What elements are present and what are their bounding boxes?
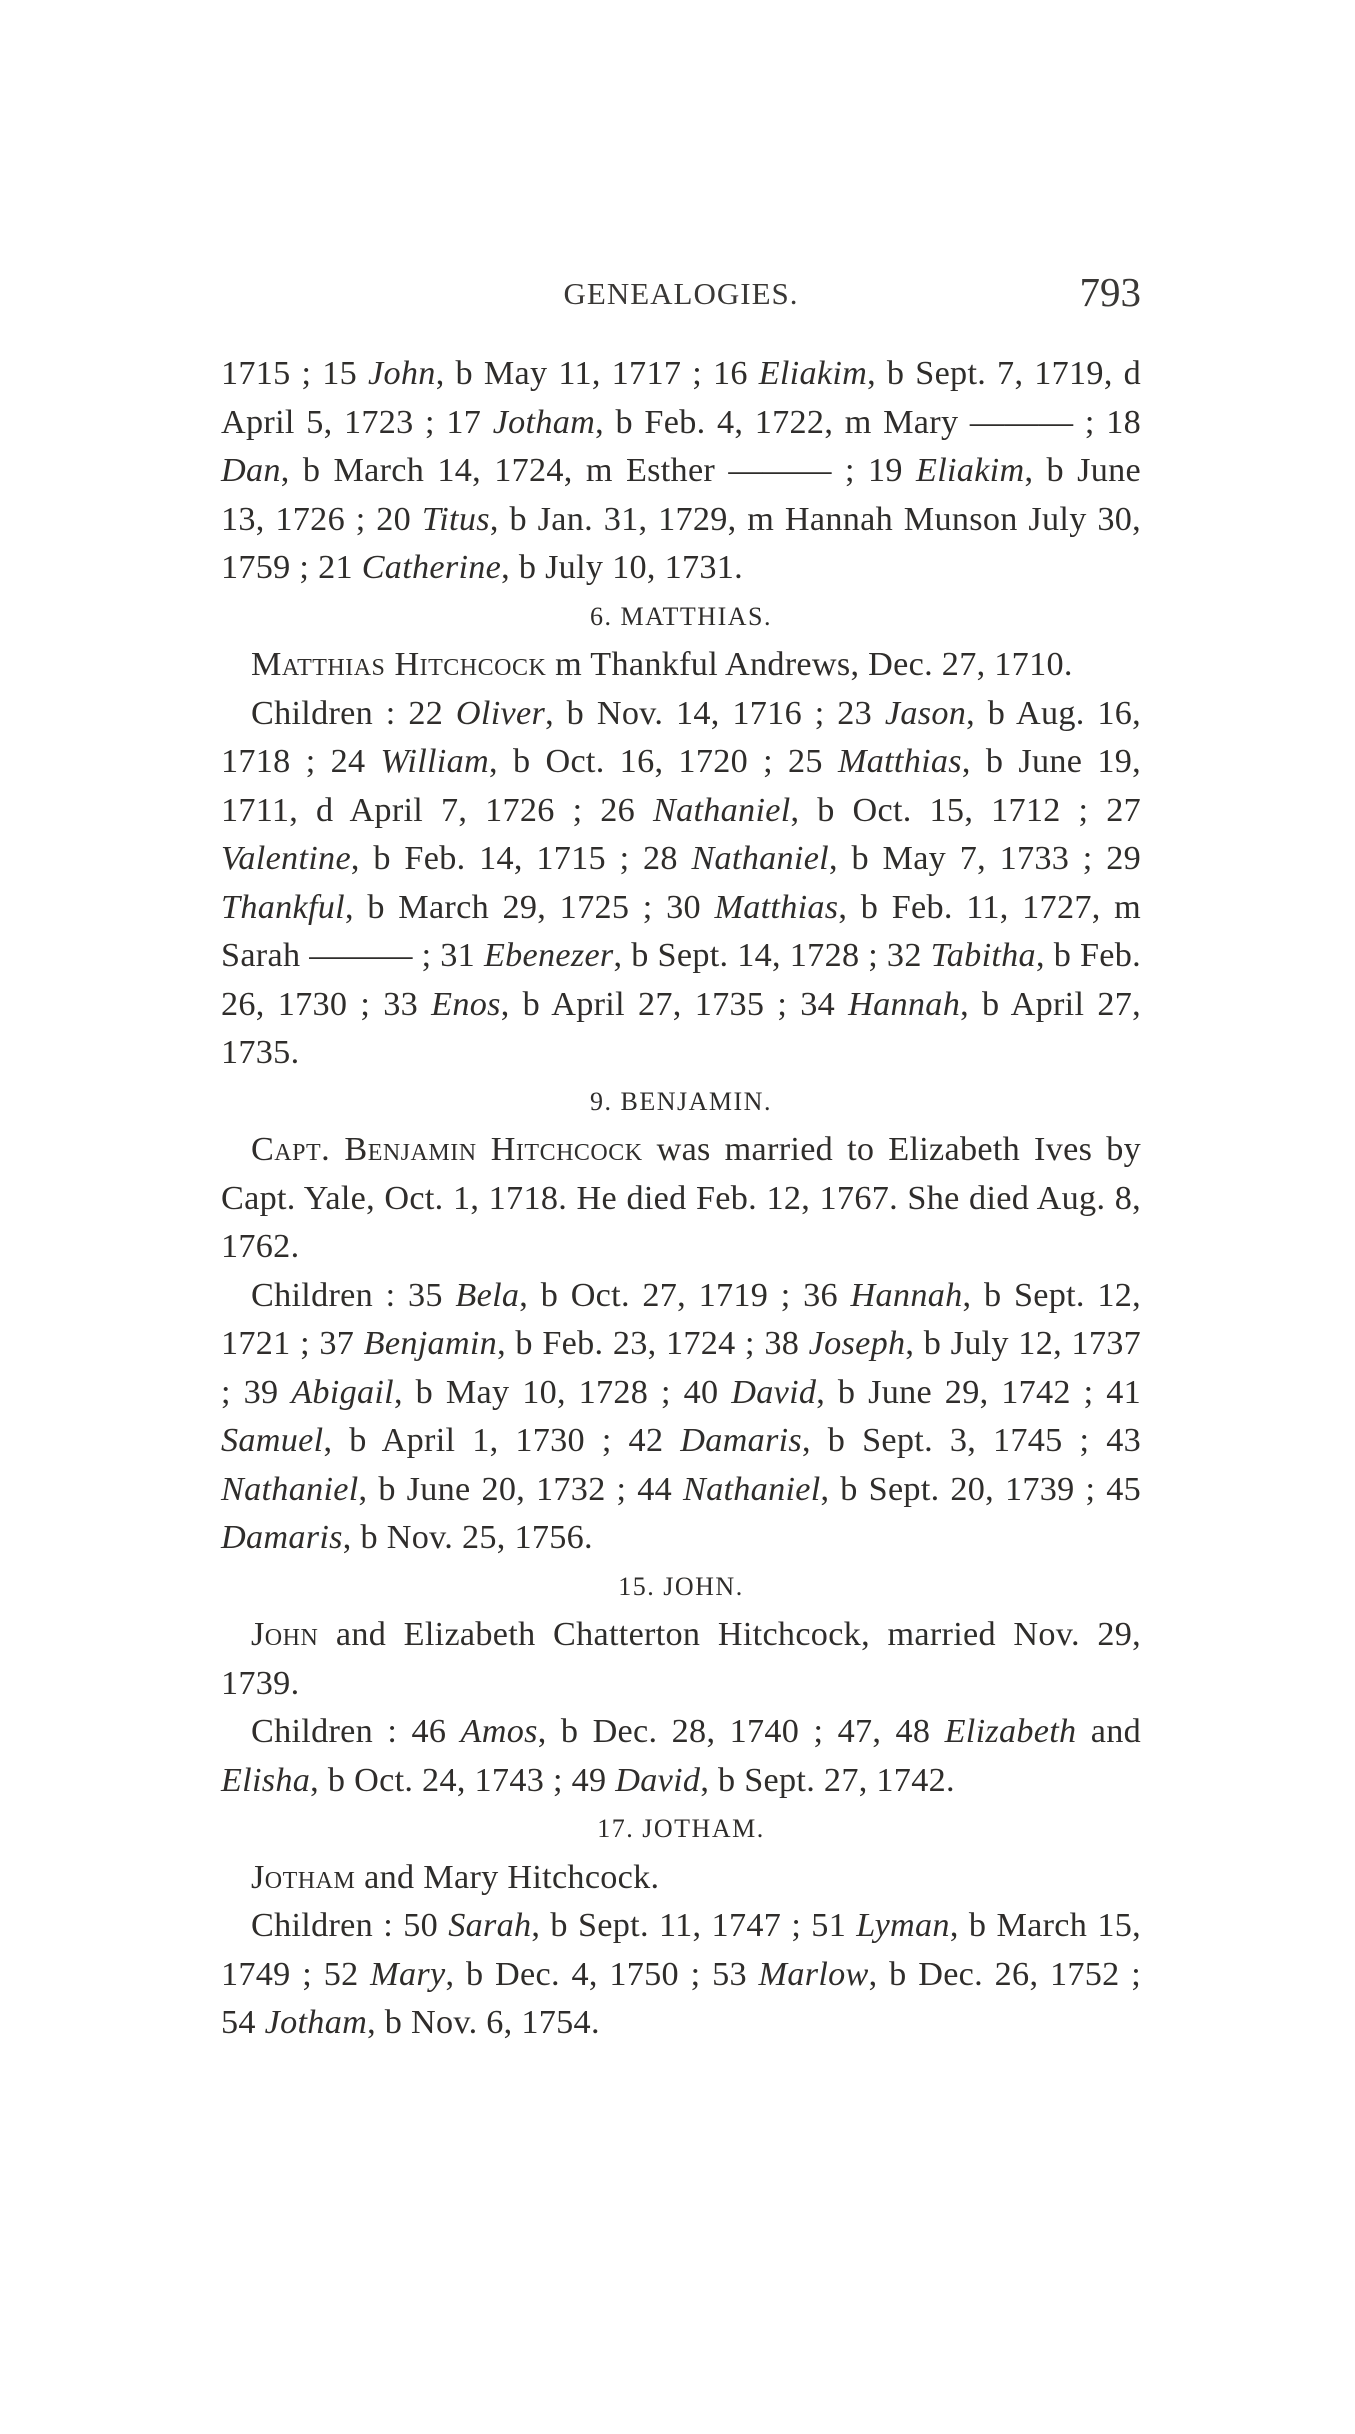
text-run: , b Feb. 11, 1727, m Sarah ——— ; 31 (221, 888, 1141, 974)
text-run: Children : 35 (251, 1276, 456, 1314)
text-run: , b Oct. 24, 1743 ; 49 (310, 1761, 616, 1799)
person-name: Abigail (291, 1373, 394, 1411)
person-name: Sarah (448, 1907, 532, 1944)
text-run: , b May 7, 1733 ; 29 (828, 840, 1141, 877)
text-run: , b Feb. 23, 1724 ; 38 (497, 1325, 809, 1362)
paragraph (221, 1708, 1141, 1805)
genealogy-text (221, 350, 1141, 2048)
text-run: , b Sept. 11, 1747 ; 51 (531, 1907, 857, 1944)
text-run: , b April 1, 1730 ; 42 (323, 1422, 681, 1459)
text-run: was married to Elizabeth Ives by Capt. Yale, Oct. 1, 1718. He died Feb. 12, 1767. She died Aug. 8, 1762. (221, 1131, 1141, 1265)
paragraph (221, 641, 1141, 690)
person-name: Mary (370, 1955, 446, 1993)
section-heading: 9. BENJAMIN. (590, 1086, 772, 1116)
text-run: , b Oct. 27, 1719 ; 36 (519, 1276, 851, 1314)
person-name: Nathaniel (691, 840, 829, 877)
text-run: , b Feb. 26, 1730 ; 33 (221, 937, 1142, 1023)
person-name: Amos (460, 1713, 538, 1750)
person-name: Marlow (758, 1955, 869, 1993)
subject-name: Jotham (251, 1858, 356, 1896)
section-heading: 6. MATTHIAS. (590, 601, 772, 631)
person-name: William (380, 743, 489, 780)
person-name: David (731, 1373, 817, 1411)
text-run: 1715 ; 15 (221, 355, 369, 392)
text-run: , b Nov. 14, 1716 ; 23 (545, 694, 885, 732)
text-run: , b Dec. 26, 1752 ; 54 (221, 1955, 1141, 2041)
person-name: Jason (884, 694, 967, 732)
person-name: Nathaniel (682, 1470, 821, 1508)
person-name: David (615, 1761, 701, 1799)
paragraph (221, 1902, 1141, 2048)
text-run: , b Dec. 28, 1740 ; 47, 48 (537, 1713, 945, 1750)
text-run: Children : 22 (251, 694, 456, 732)
person-name: Hannah (848, 985, 961, 1023)
text-run: , b April 27, 1735 ; 34 (500, 985, 849, 1023)
person-name: Tabitha (930, 937, 1036, 974)
person-name: Matthias (714, 888, 839, 926)
paragraph (221, 1854, 1141, 1903)
text-run: m Thankful Andrews, Dec. 27, 1710. (546, 646, 1073, 683)
text-run: , b Feb. 4, 1722, m Mary ——— ; 18 (595, 403, 1141, 441)
text-run: , b Sept. 27, 1742. (700, 1761, 955, 1799)
text-run: , b Jan. 31, 1729, m Hannah Munson July 30, 1759 ; 21 (221, 500, 1141, 586)
text-run: Children : 46 (251, 1713, 461, 1750)
person-name: Elisha (221, 1761, 311, 1799)
person-name: Valentine (221, 840, 351, 877)
text-run: , b June 19, 1711, d April 7, 1726 ; 26 (221, 743, 1141, 829)
subject-name: Matthias Hitchcock (251, 646, 547, 683)
text-run: , b June 20, 1732 ; 44 (358, 1470, 683, 1508)
person-name: Elizabeth (944, 1713, 1077, 1750)
section-heading: 15. JOHN. (618, 1571, 744, 1601)
paragraph (221, 350, 1141, 593)
person-name: Nathaniel (221, 1470, 359, 1508)
text-run: , b Aug. 16, 1718 ; 24 (221, 694, 1142, 780)
person-name: Joseph (808, 1325, 906, 1362)
person-name: Titus (421, 500, 490, 538)
paragraph (221, 1272, 1141, 1563)
person-name: Damaris (221, 1519, 343, 1556)
person-name: Benjamin (363, 1325, 498, 1362)
text-run: , b March 14, 1724, m Esther ——— ; 19 (280, 452, 917, 489)
text-run: , b Nov. 25, 1756. (342, 1519, 593, 1556)
person-name: Catherine (361, 549, 502, 586)
text-run: , b Sept. 14, 1728 ; 32 (613, 937, 931, 974)
paragraph (221, 1126, 1141, 1272)
text-run: , b Oct. 16, 1720 ; 25 (488, 743, 838, 780)
person-name: Nathaniel (652, 791, 791, 829)
text-run: , b April 27, 1735. (221, 985, 1141, 1071)
text-run: Children : 50 (251, 1907, 449, 1944)
text-run: and Elizabeth Chatterton Hitchcock, married Nov. 29, 1739. (221, 1616, 1141, 1702)
paragraph (221, 1611, 1141, 1708)
text-run: , b March 15, 1749 ; 52 (221, 1907, 1141, 1993)
person-name: Samuel (221, 1422, 324, 1459)
text-run: , b March 29, 1725 ; 30 (344, 888, 715, 926)
person-name: Thankful (221, 888, 345, 926)
text-run: and Mary Hitchcock. (355, 1858, 660, 1896)
person-name: Jotham (492, 403, 596, 441)
text-run: , b July 10, 1731. (501, 549, 744, 586)
text-run: , b Oct. 15, 1712 ; 27 (790, 791, 1142, 829)
person-name: Bela (455, 1276, 520, 1314)
section-heading: 17. JOTHAM. (597, 1814, 765, 1843)
page-number: 793 (1079, 269, 1141, 315)
text-run: , b Dec. 4, 1750 ; 53 (445, 1955, 759, 1993)
text-run: , b July 12, 1737 ; 39 (221, 1325, 1142, 1411)
person-name: Lyman (856, 1907, 950, 1944)
paragraph (221, 690, 1141, 1078)
text-run: , b June 13, 1726 ; 20 (221, 452, 1141, 538)
person-name: Oliver (455, 694, 546, 732)
person-name: John (368, 355, 436, 392)
person-name: Eliakim (758, 355, 868, 392)
person-name: Hannah (850, 1276, 963, 1314)
text-run: , b Nov. 6, 1754. (367, 2004, 600, 2041)
running-title: GENEALOGIES. (563, 276, 799, 311)
text-run: , b Sept. 20, 1739 ; 45 (820, 1470, 1141, 1508)
person-name: Ebenezer (483, 937, 614, 974)
text-run: , b June 29, 1742 ; 41 (816, 1373, 1142, 1411)
page-header (221, 268, 1141, 338)
text-run: and (1076, 1713, 1142, 1750)
person-name: Enos (431, 985, 501, 1023)
person-name: Damaris (680, 1422, 803, 1459)
subject-name: Capt. Benjamin Hitchcock (251, 1131, 643, 1168)
text-run: , b May 11, 1717 ; 16 (435, 355, 759, 392)
person-name: Matthias (837, 743, 962, 780)
subject-name: John (251, 1616, 319, 1653)
text-run: , b Sept. 7, 1719, d April 5, 1723 ; 17 (221, 355, 1142, 441)
text-run: , b Feb. 14, 1715 ; 28 (350, 840, 692, 877)
person-name: Jotham (264, 2004, 368, 2041)
text-run: , b May 10, 1728 ; 40 (393, 1373, 732, 1411)
text-run: , b Sept. 12, 1721 ; 37 (221, 1276, 1141, 1362)
person-name: Dan (221, 452, 281, 489)
text-run: , b Sept. 3, 1745 ; 43 (802, 1422, 1141, 1459)
person-name: Eliakim (916, 452, 1025, 489)
